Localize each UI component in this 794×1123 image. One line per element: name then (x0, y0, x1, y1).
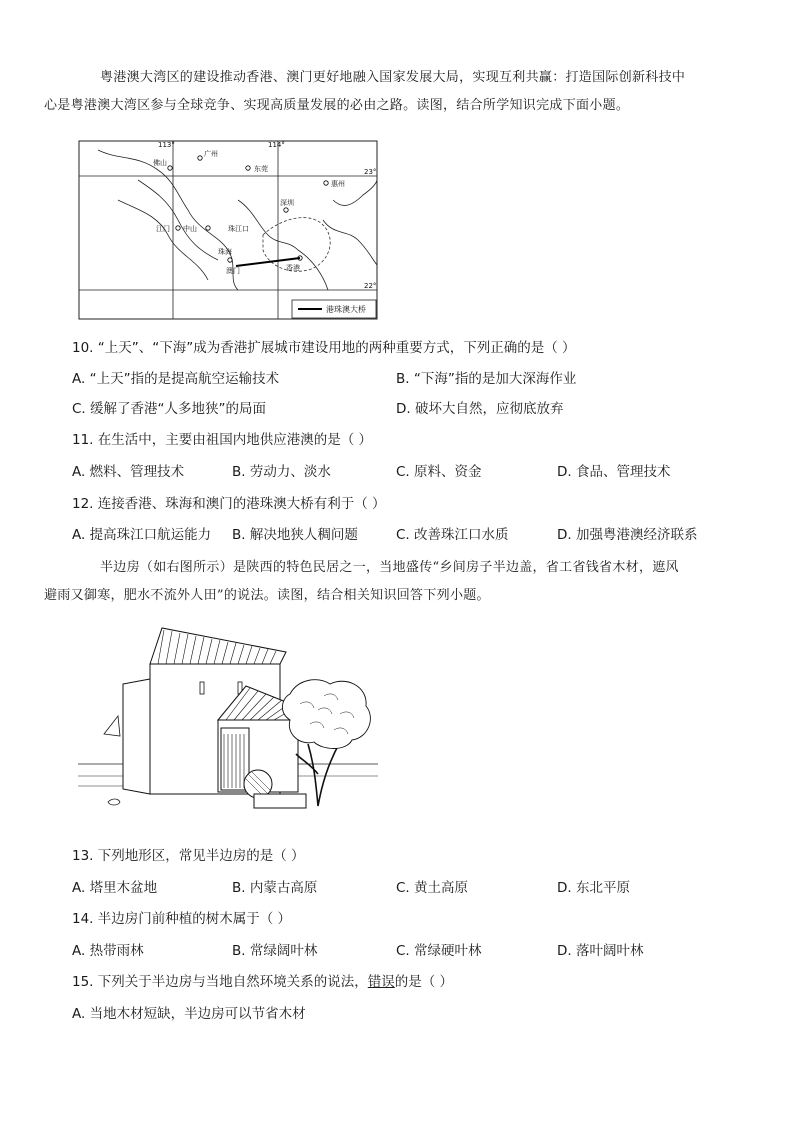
q12-option-d[interactable]: D. 加强粤港澳经济联系 (557, 527, 698, 543)
city-huizhou: 惠州 (331, 180, 345, 188)
question-12-stem: 12. 连接香港、珠海和澳门的港珠澳大桥有利于（ ） (72, 496, 386, 512)
question-10-stem: 10. “上天”、“下海”成为香港扩展城市建设用地的两种重要方式，下列正确的是（ ） (72, 340, 576, 356)
city-dongguan: 东莞 (254, 165, 268, 173)
q13-option-c[interactable]: C. 黄土高原 (396, 880, 469, 896)
lat-label-23: 23° (364, 168, 377, 176)
city-zhuhai: 珠海 (218, 248, 232, 256)
city-zhongshan: 中山 (183, 225, 197, 233)
city-hongkong: 香港 (286, 264, 300, 272)
q15-stem-emphasis: 错误 (367, 974, 395, 990)
q14-option-b[interactable]: B. 常绿阔叶林 (232, 943, 318, 959)
q12-option-c[interactable]: C. 改善珠江口水质 (396, 527, 509, 543)
intro-paragraph-2 (44, 554, 732, 610)
q10-option-c[interactable]: C. 缓解了香港“人多地狭”的局面 (72, 401, 266, 417)
city-jiangmen: 江门 (156, 225, 170, 233)
intro-2-line-1: 半边房（如右图所示）是陕西的特色民居之一，当地盛传“乡间房子半边盖，省工省钱省木材，遮风 (100, 560, 679, 575)
question-11-stem: 11. 在生活中，主要由祖国内地供应港澳的是（ ） (72, 432, 373, 448)
q10-option-d[interactable]: D. 破坏大自然，应彻底放弃 (396, 401, 564, 417)
q10-option-b[interactable]: B. “下海”指的是加大深海作业 (396, 371, 577, 387)
lon-label-113: 113° (158, 141, 175, 149)
q11-option-d[interactable]: D. 食品、管理技术 (557, 464, 671, 480)
lat-label-22: 22° (364, 282, 377, 290)
q12-option-b[interactable]: B. 解决地狭人稠问题 (232, 527, 358, 543)
city-macau: 澳门 (226, 267, 240, 275)
q15-stem-post: 的是（ ） (394, 974, 454, 990)
house-svg (78, 624, 378, 824)
q11-option-c[interactable]: C. 原料、资金 (396, 464, 482, 480)
question-13-stem: 13. 下列地形区，常见半边房的是（ ） (72, 848, 305, 864)
city-pearl-river-mouth: 珠江口 (228, 225, 249, 233)
q13-option-d[interactable]: D. 东北平原 (557, 880, 630, 896)
legend-label: 港珠澳大桥 (326, 305, 366, 314)
intro-2-line-2: 避雨又御寒，肥水不流外人田”的说法。读图，结合相关知识回答下列小题。 (44, 588, 490, 603)
intro-1-line-2: 心是粤港澳大湾区参与全球竞争、实现高质量发展的必由之路。读图，结合所学知识完成下面小题。 (44, 98, 630, 113)
q10-option-a[interactable]: A. “上天”指的是提高航空运输技术 (72, 371, 280, 387)
city-guangzhou: 广州 (204, 150, 218, 158)
question-14-stem: 14. 半边房门前种植的树木属于（ ） (72, 911, 292, 927)
map-svg (78, 140, 378, 320)
q13-option-b[interactable]: B. 内蒙古高原 (232, 880, 318, 896)
q11-option-a[interactable]: A. 燃料、管理技术 (72, 464, 185, 480)
q14-option-c[interactable]: C. 常绿硬叶林 (396, 943, 482, 959)
q12-option-a[interactable]: A. 提高珠江口航运能力 (72, 527, 212, 543)
intro-1-line-1: 粤港澳大湾区的建设推动香港、澳门更好地融入国家发展大局，实现互利共赢：打造国际创新科技中 (100, 70, 686, 85)
q11-option-b[interactable]: B. 劳动力、淡水 (232, 464, 331, 480)
pearl-river-delta-map (78, 140, 378, 320)
city-shenzhen: 深圳 (280, 199, 294, 207)
half-side-house-illustration (78, 624, 378, 824)
q14-option-d[interactable]: D. 落叶阔叶林 (557, 943, 644, 959)
q15-stem-pre: 15. 下列关于半边房与当地自然环境关系的说法， (72, 974, 368, 990)
lon-label-114: 114° (268, 141, 285, 149)
q14-option-a[interactable]: A. 热带雨林 (72, 943, 144, 959)
q15-option-a[interactable]: A. 当地木材短缺，半边房可以节省木材 (72, 1006, 306, 1022)
q13-option-a[interactable]: A. 塔里木盆地 (72, 880, 158, 896)
question-15-stem (72, 972, 453, 992)
intro-paragraph-1 (44, 64, 732, 120)
city-foshan: 佛山 (153, 159, 167, 167)
